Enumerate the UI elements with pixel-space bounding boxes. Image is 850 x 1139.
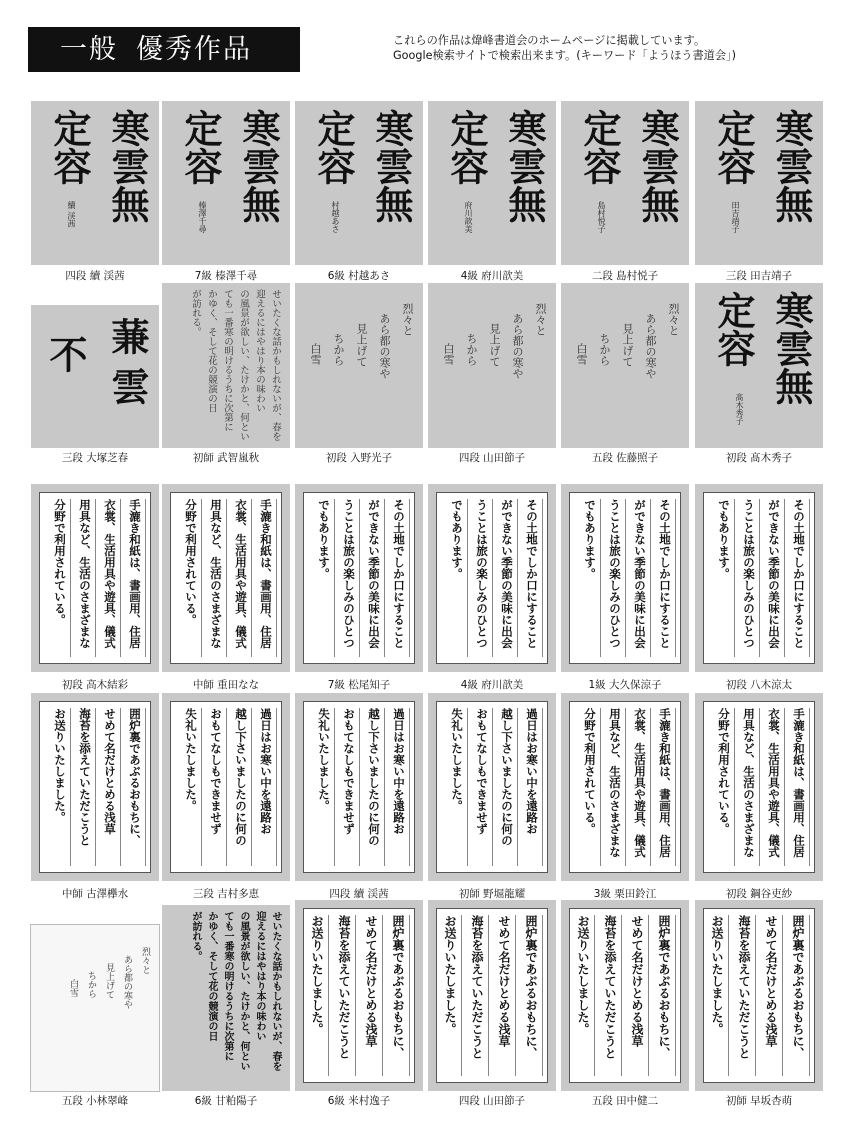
text-column: 烈々と [534,303,547,336]
writing-paper [436,908,548,1083]
text-column: 海苔を添えていただこうと [329,915,356,1076]
artwork [162,101,290,284]
artwork-frame [31,925,159,1091]
signature: 村越あさ [331,201,340,233]
artwork [162,484,290,693]
signature: 髙木秀子 [735,393,744,425]
artwork [162,693,290,902]
artwork [695,693,823,902]
artwork-frame [695,484,823,672]
writing-paper [703,908,815,1083]
text-column: でもあります。 [443,499,468,657]
text-column: 囲炉裏であぶるおもちに、 [516,915,543,1076]
writing-paper [170,492,282,664]
artwork-caption: 四段 山田節子 [458,452,526,464]
artwork-caption: 五段 佐藤照子 [591,452,659,464]
text-column: ができない季節の美味に出会 [360,499,385,657]
text-column: おもてなしもできませず [202,708,227,866]
text-column: 失礼いたしました。 [177,708,202,866]
text-column: 烈々と [401,303,414,336]
writing-paper [569,492,681,664]
text-body [437,493,547,663]
artwork-frame [561,101,689,265]
artwork-caption: 三段 吉村多恵 [192,888,260,900]
calligraphy-line: 定容 [444,109,489,185]
artwork-frame [561,283,689,448]
text-column: ても一番寒の明けるうちに次第に [222,289,233,432]
text-column: 分野で利用されている。 [177,499,202,657]
text-column: 迎えるにはやはり本の味わい [254,911,265,1041]
text-column: 衣裳、生活用具や遊具、儀式 [227,499,252,657]
notice-line-2: Google検索サイトで検索出来ます。(キーワード「ようほう書道会」) [393,49,736,62]
prose-text [162,905,290,1091]
artwork-frame [695,101,823,265]
text-column: かゆく、そして花の競演の日 [206,911,217,1041]
artwork-frame [695,693,823,881]
artwork-frame [162,905,290,1091]
writing-paper [703,701,815,873]
artwork-frame [162,283,290,448]
text-column: 手漉き和紙は、書画用、住居 [252,499,277,657]
artwork [31,693,159,902]
text-column: お送りいたしました。 [703,915,729,1076]
calligraphy-line: 定容 [47,109,92,185]
text-column: 失礼いたしました。 [310,708,335,866]
text-body [570,909,680,1082]
text-column: 白雪 [68,979,78,997]
artwork [561,283,689,466]
text-body [704,702,814,872]
text-column: その土地でしか口にすること [651,499,676,657]
text-body [171,702,281,872]
artwork-caption: 4級 府川歆美 [460,679,524,691]
writing-paper [303,492,415,664]
text-column: うことは旅の楽しみのひとつ [601,499,626,657]
text-column: ても一番寒の明けるうちに次第に [222,911,233,1061]
text-column: 見上げて [104,963,114,999]
text-column: かゆく、そして花の競演の日 [206,289,217,413]
writing-paper [703,492,815,664]
text-column: 過日はお寒い中を遠路お [385,708,410,866]
title-excellent-works: 優秀作品 [136,34,252,65]
artwork-caption: 初段 髙木秀子 [725,452,793,464]
artwork-frame [295,900,423,1091]
text-column: 手漉き和紙は、書画用、住居 [121,499,146,657]
text-column: 見上げて [488,323,501,367]
text-column: 越し下さいましたのに何の [360,708,385,866]
text-column: うことは旅の楽しみのひとつ [468,499,493,657]
artwork-frame [428,900,556,1091]
calligraphy-line: 寒雲無 [769,109,814,223]
text-body [570,702,680,872]
writing-paper [436,701,548,873]
artwork-caption: 三段 大塚芝春 [61,452,129,464]
artwork-frame [428,283,556,448]
text-column: 囲炉裏であぶるおもちに、 [783,915,810,1076]
text-column: ちから [465,333,478,366]
text-column: せいたくな話かもしれないが、春を [270,289,281,441]
artwork [295,900,423,1109]
artwork-caption: 四段 山田節子 [458,1095,526,1107]
artwork-frame [561,693,689,881]
text-column: 烈々と [140,947,150,974]
text-column: 白雪 [442,343,455,365]
writing-paper [303,908,415,1083]
text-column: 見上げて [355,323,368,367]
text-column: 分野で利用されている。 [576,708,601,866]
artwork-caption: 7級 松尾知子 [327,679,391,691]
artwork [695,900,823,1109]
signature: 榛澤千尋 [198,201,207,233]
text-body [704,493,814,663]
calligraphy-line: 寒雲無 [369,109,414,223]
artwork [561,693,689,902]
artwork-caption: 初段 入野光子 [325,452,393,464]
artwork [428,484,556,693]
text-column: 用具など、生活のさまざまな [601,708,626,866]
artwork-frame [295,484,423,672]
text-column: あら都の寒や [122,955,132,1009]
calligraphy-line: 定容 [311,109,356,185]
text-body [304,702,414,872]
writing-paper [39,492,151,664]
artwork-frame [162,101,290,265]
text-column: 過日はお寒い中を遠路お [252,708,277,866]
signature: 府川歆美 [464,201,473,233]
text-column: でもあります。 [576,499,601,657]
calligraphy-line: 寒雲無 [502,109,547,223]
text-column: ちから [332,333,345,366]
artwork [295,693,423,902]
text-body [40,702,150,872]
calligraphy-line: 寒雲無 [236,109,281,223]
artwork [695,283,823,466]
artwork-frame [695,900,823,1091]
artwork [428,101,556,284]
text-body [171,493,281,663]
text-column: 海苔を添えていただこうと [462,915,489,1076]
artwork-frame [295,693,423,881]
artwork [162,283,290,466]
title-general: 一般 [60,34,118,65]
artwork [561,900,689,1109]
text-column: ができない季節の美味に出会 [626,499,651,657]
artwork-caption: 4級 府川歆美 [460,270,524,282]
text-column: 囲炉裏であぶるおもちに、 [649,915,676,1076]
poem-text [561,283,689,448]
artwork [31,484,159,693]
artwork [295,101,423,284]
calligraphy-line: 寒雲無 [635,109,680,223]
writing-paper [569,701,681,873]
signature: 田吉靖子 [731,201,740,233]
text-column: 衣裳、生活用具や遊具、儀式 [760,708,785,866]
text-body [304,909,414,1082]
signature: 續 渓茜 [67,201,76,228]
artwork-caption: 6級 米村逸子 [327,1095,391,1107]
artwork-caption: 6級 村越あさ [327,270,391,282]
text-body [570,493,680,663]
text-body [304,493,414,663]
text-column: 迎えるにはやはり本の味わい [254,289,265,413]
text-column: 分野で利用されている。 [710,708,735,866]
artwork-caption: 三段 田吉靖子 [725,270,793,282]
artwork-caption: 初段 八木涼太 [725,679,793,691]
artwork-caption: 五段 小林翠峰 [61,1095,129,1107]
artwork-frame [561,484,689,672]
text-column: 手漉き和紙は、書画用、住居 [651,708,676,866]
text-column: 見上げて [621,323,634,367]
text-body [437,909,547,1082]
text-column: 海苔を添えていただこうと [729,915,756,1076]
artwork [162,905,290,1109]
artwork-caption: 7級 榛澤千尋 [194,270,258,282]
artwork-frame [695,283,823,448]
poem-text [295,283,423,448]
text-column: 囲炉裏であぶるおもちに、 [383,915,410,1076]
text-column: の風景が欲しい、たけかと、何とい [238,289,249,441]
notice-line-1: これらの作品は煒峰書道会のホームページに掲載しています。 [393,34,706,47]
artwork-caption: 初段 高木結彩 [61,679,129,691]
text-column: が訪れる。 [190,911,201,961]
artwork-frame [428,484,556,672]
text-column: せめて名だけとめる浅草 [622,915,649,1076]
artwork-caption: 初師 早坂杏萌 [725,1095,793,1107]
artwork-frame [31,101,159,265]
artwork [295,484,423,693]
artwork-frame [162,484,290,672]
text-column: でもあります。 [310,499,335,657]
text-body [437,702,547,872]
text-column: が訪れる。 [190,289,201,337]
artwork-caption: 初段 鋼谷吏紗 [725,888,793,900]
artwork [295,283,423,466]
text-column: うことは旅の楽しみのひとつ [335,499,360,657]
text-body [704,909,814,1082]
text-column: 囲炉裏であぶるおもちに、 [121,708,146,866]
writing-paper [170,701,282,873]
text-column: でもあります。 [710,499,735,657]
writing-paper [436,492,548,664]
text-column: その土地でしか口にすること [518,499,543,657]
writing-paper [303,701,415,873]
text-column: 白雪 [575,343,588,365]
text-column: 衣裳、生活用具や遊具、儀式 [96,499,121,657]
artwork [31,101,159,284]
artwork [695,101,823,284]
page-title [28,27,300,72]
text-column: あら都の寒や [511,313,524,379]
signature: 島村悦子 [597,201,606,233]
artwork [561,101,689,284]
text-column: おもてなしもできませず [335,708,360,866]
artwork-caption: 初師 野堀龍耀 [458,888,526,900]
text-column: 用具など、生活のさまざまな [71,499,96,657]
text-column: 過日はお寒い中を遠路お [518,708,543,866]
artwork-frame [295,283,423,448]
text-column: お送りいたしました。 [569,915,595,1076]
artwork-frame [295,101,423,265]
text-column: 用具など、生活のさまざまな [735,708,760,866]
text-column: せめて名だけとめる浅草 [489,915,516,1076]
calligraphy-line: 蒹 [105,317,150,355]
artwork-caption: 初師 武智嵐秋 [192,452,260,464]
text-column: 白雪 [309,343,322,365]
artwork [428,693,556,902]
text-column: 越し下さいましたのに何の [227,708,252,866]
artwork-frame [428,693,556,881]
text-column: うことは旅の楽しみのひとつ [735,499,760,657]
text-column: ちから [598,333,611,366]
artwork-caption: 1級 大久保涼子 [588,679,662,691]
text-column: 海苔を添えていただこうと [71,708,96,866]
artwork [561,484,689,693]
text-column: お送りいたしました。 [303,915,329,1076]
text-column: 烈々と [667,303,680,336]
text-column: 手漉き和紙は、書画用、住居 [785,708,810,866]
poem-text [428,283,556,448]
calligraphy-line: 寒雲無 [769,291,814,405]
text-column: せめて名だけとめる浅草 [96,708,121,866]
artwork-frame [428,101,556,265]
poem-text [31,925,159,1091]
artwork [31,925,159,1109]
artwork-frame [31,693,159,881]
text-column: お送りいたしました。 [436,915,462,1076]
text-column: せいたくな話かもしれないが、春を [270,911,281,1071]
calligraphy-line: 不 [43,335,88,373]
calligraphy-line: 雲 [105,367,150,405]
artwork-caption: 中師 重田なな [192,679,260,691]
text-column: あら都の寒や [644,313,657,379]
artwork-caption: 四段 續 渓茜 [65,270,125,282]
calligraphy-line: 定容 [711,291,756,367]
artwork-caption: 中師 古澤欅水 [61,888,129,900]
text-column: ができない季節の美味に出会 [493,499,518,657]
text-column: 失礼いたしました。 [443,708,468,866]
prose-text [162,283,290,448]
calligraphy-line: 定容 [178,109,223,185]
text-column: おもてなしもできませず [468,708,493,866]
text-column: ちから [86,971,96,998]
artwork-frame [31,305,159,448]
text-column: の風景が欲しい、たけかと、何とい [238,911,249,1071]
artwork-frame [561,900,689,1091]
artwork-frame [31,484,159,672]
writing-paper [39,701,151,873]
text-column: あら都の寒や [378,313,391,379]
text-column: 海苔を添えていただこうと [595,915,622,1076]
artwork-caption: 二段 島村悦子 [591,270,659,282]
text-column: その土地でしか口にすること [785,499,810,657]
text-column: 用具など、生活のさまざまな [202,499,227,657]
artwork [428,900,556,1109]
text-column: お送りいたしました。 [46,708,71,866]
text-column: 衣裳、生活用具や遊具、儀式 [626,708,651,866]
artwork [31,305,159,466]
calligraphy-line: 定容 [577,109,622,185]
text-column: ができない季節の美味に出会 [760,499,785,657]
artwork [695,484,823,693]
text-column: 分野で利用されている。 [46,499,71,657]
artwork-frame [162,693,290,881]
artwork-caption: 6級 甘粕陽子 [194,1095,258,1107]
notice-text [393,33,736,63]
artwork-caption: 五段 田中健二 [591,1095,659,1107]
text-column: 越し下さいましたのに何の [493,708,518,866]
calligraphy-line: 定容 [711,109,756,185]
text-column: せめて名だけとめる浅草 [356,915,383,1076]
artwork [428,283,556,466]
text-body [40,493,150,663]
text-column: せめて名だけとめる浅草 [756,915,783,1076]
artwork-caption: 四段 續 渓茜 [329,888,389,900]
calligraphy-line: 寒雲無 [105,109,150,223]
writing-paper [569,908,681,1083]
artwork-caption: 3級 栗田鈴江 [593,888,657,900]
text-column: その土地でしか口にすること [385,499,410,657]
